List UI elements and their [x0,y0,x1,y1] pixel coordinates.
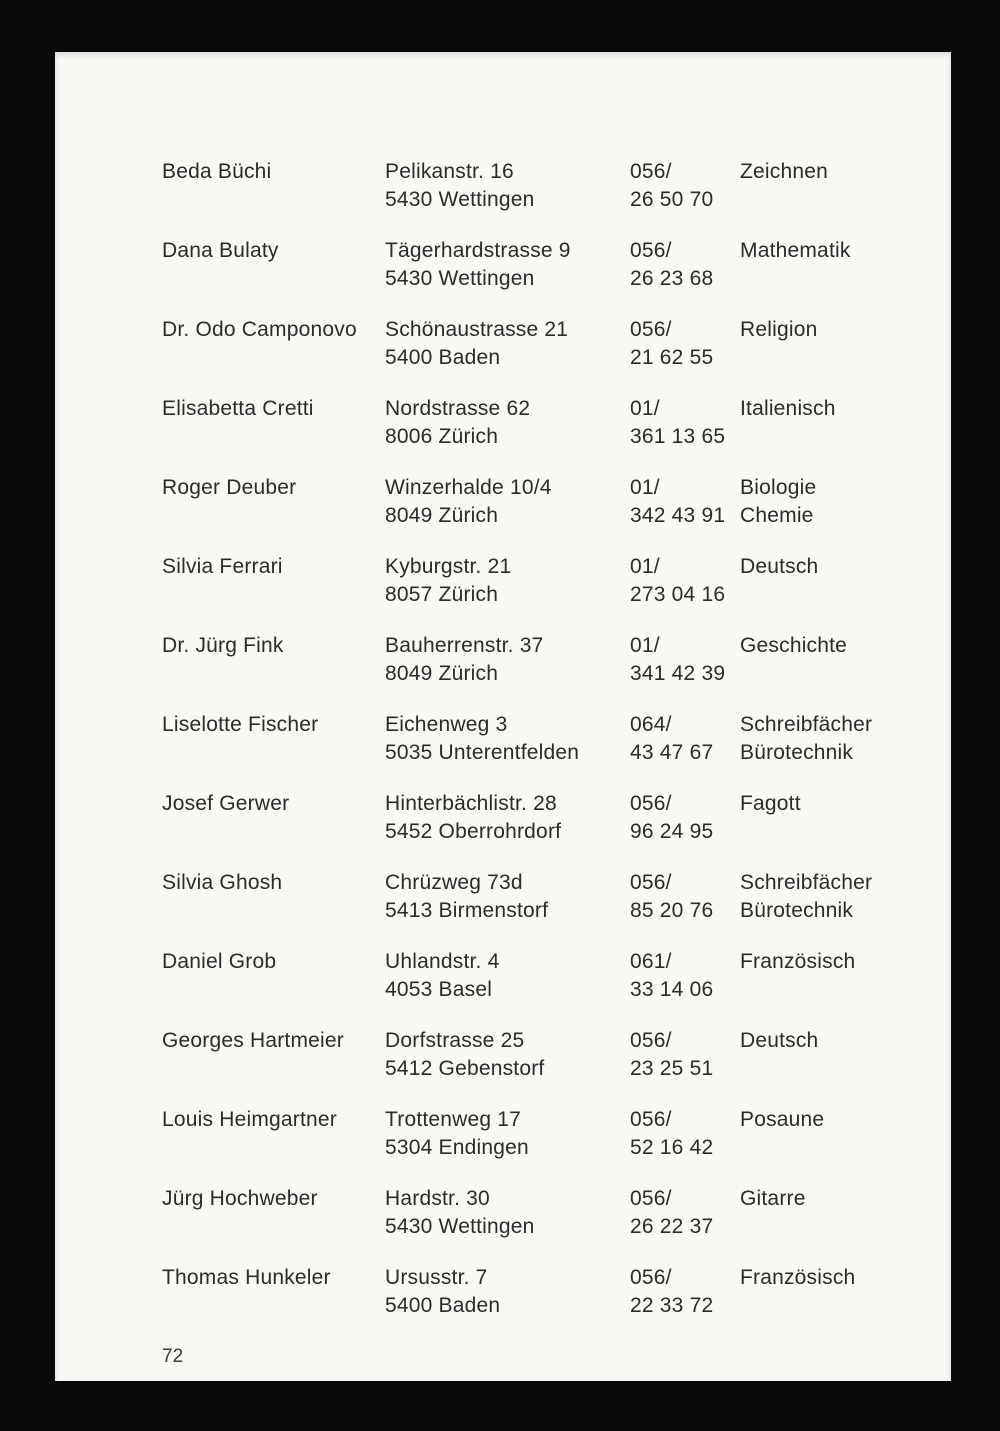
entry-phone-cell [630,1264,740,1320]
entry-subject: Geschichte [740,634,848,657]
entry-subject-cell [740,237,911,293]
entry-subject: Schreibfächer [740,713,873,736]
entry-name-cell [162,1027,385,1083]
entry-subject: Religion [740,318,818,341]
entry-phone-prefix: 056/ [630,318,672,341]
entry-address-cell [385,158,630,214]
directory-entry [162,395,911,451]
entry-address-cell [385,1264,630,1320]
entry-name: Silvia Ferrari [162,555,283,578]
entry-address-cell [385,632,630,688]
entry-subject: Italienisch [740,397,836,420]
entry-phone-prefix: 056/ [630,1108,672,1131]
entry-subject-cell [740,711,911,767]
entry-name-cell [162,158,385,214]
directory-entry [162,869,911,925]
entry-name: Thomas Hunkeler [162,1266,331,1289]
entry-address-cell [385,1027,630,1083]
entry-subject: Französisch [740,950,856,973]
entry-street: Pelikanstr. 16 [385,160,514,183]
entry-name-cell [162,553,385,609]
entry-subject-cell [740,948,911,1004]
entry-city: 5430 Wettingen [385,188,535,211]
entry-phone-cell [630,1106,740,1162]
entry-name: Dr. Jürg Fink [162,634,284,657]
entry-name-cell [162,790,385,846]
document-page [55,52,951,1381]
entry-phone-cell [630,711,740,767]
entry-subject-cell [740,632,911,688]
directory-entry [162,1027,911,1083]
entry-address-cell [385,237,630,293]
entry-phone-number: 96 24 95 [630,820,714,843]
directory-entry [162,1106,911,1162]
entry-phone-number: 273 04 16 [630,583,726,606]
entry-phone-cell [630,237,740,293]
entry-street: Schönaustrasse 21 [385,318,569,341]
entry-street: Eichenweg 3 [385,713,508,736]
directory-entry [162,1185,911,1241]
entry-subject: Gitarre [740,1187,806,1210]
entry-subject: Schreibfächer [740,871,873,894]
entry-subject-cell [740,1264,911,1320]
entry-subject-cell [740,1027,911,1083]
entry-subject-secondary: Bürotechnik [740,899,854,922]
directory-entry [162,632,911,688]
entry-name: Beda Büchi [162,160,272,183]
entry-subject-cell [740,316,911,372]
directory-entry [162,1264,911,1320]
entry-phone-cell [630,1027,740,1083]
entry-street: Tägerhardstrasse 9 [385,239,571,262]
entry-name: Dr. Odo Camponovo [162,318,357,341]
entry-subject: Biologie [740,476,817,499]
entry-address-cell [385,1185,630,1241]
entry-phone-prefix: 01/ [630,397,660,420]
entry-address-cell [385,948,630,1004]
entry-address-cell [385,553,630,609]
entry-name-cell [162,869,385,925]
entry-city: 5400 Baden [385,346,501,369]
entry-phone-cell [630,395,740,451]
entry-phone-number: 26 23 68 [630,267,714,290]
entry-phone-number: 26 22 37 [630,1215,714,1238]
entry-name: Louis Heimgartner [162,1108,337,1131]
entry-phone-number: 33 14 06 [630,978,714,1001]
entry-phone-cell [630,474,740,530]
entry-name-cell [162,1106,385,1162]
entry-address-cell [385,869,630,925]
entry-name: Roger Deuber [162,476,297,499]
entry-address-cell [385,474,630,530]
entry-name-cell [162,237,385,293]
entry-phone-prefix: 056/ [630,1029,672,1052]
entry-name-cell [162,395,385,451]
entry-city: 5412 Gebenstorf [385,1057,545,1080]
entry-street: Ursusstr. 7 [385,1266,488,1289]
entry-street: Bauherrenstr. 37 [385,634,544,657]
entry-phone-prefix: 01/ [630,476,660,499]
entry-phone-number: 361 13 65 [630,425,726,448]
entry-city: 8049 Zürich [385,504,499,527]
entry-subject: Fagott [740,792,801,815]
directory-entry [162,553,911,609]
entry-phone-prefix: 01/ [630,634,660,657]
entry-street: Hardstr. 30 [385,1187,490,1210]
entry-name-cell [162,948,385,1004]
entry-name: Jürg Hochweber [162,1187,318,1210]
entry-phone-prefix: 061/ [630,950,672,973]
entry-phone-cell [630,158,740,214]
entry-subject-secondary: Chemie [740,504,814,527]
entry-city: 8006 Zürich [385,425,499,448]
entry-subject: Deutsch [740,1029,819,1052]
directory-entry [162,790,911,846]
entry-street: Trottenweg 17 [385,1108,522,1131]
entry-phone-prefix: 056/ [630,1266,672,1289]
entry-name: Elisabetta Cretti [162,397,314,420]
entry-phone-number: 22 33 72 [630,1294,714,1317]
entry-subject: Posaune [740,1108,825,1131]
entry-phone-cell [630,1185,740,1241]
entry-name-cell [162,316,385,372]
entry-phone-number: 85 20 76 [630,899,714,922]
entry-street: Chrüzweg 73d [385,871,523,894]
entry-name-cell [162,1264,385,1320]
entry-name-cell [162,711,385,767]
entry-name: Liselotte Fischer [162,713,319,736]
entry-name: Silvia Ghosh [162,871,283,894]
entry-city: 8057 Zürich [385,583,499,606]
entry-phone-cell [630,632,740,688]
entry-address-cell [385,711,630,767]
entry-subject-cell [740,869,911,925]
entry-subject-secondary: Bürotechnik [740,741,854,764]
entry-subject-cell [740,1185,911,1241]
directory-entry [162,948,911,1004]
entry-subject-cell [740,158,911,214]
entry-subject: Zeichnen [740,160,828,183]
directory-entry [162,316,911,372]
entry-phone-number: 341 42 39 [630,662,726,685]
entry-phone-prefix: 056/ [630,160,672,183]
entry-name: Daniel Grob [162,950,277,973]
entry-city: 4053 Basel [385,978,493,1001]
entry-subject-cell [740,474,911,530]
directory-entry [162,711,911,767]
entry-phone-cell [630,316,740,372]
entry-city: 5452 Oberrohrdorf [385,820,562,843]
entry-city: 5430 Wettingen [385,1215,535,1238]
entry-phone-number: 43 47 67 [630,741,714,764]
entry-phone-prefix: 056/ [630,792,672,815]
entry-name-cell [162,474,385,530]
entry-phone-prefix: 01/ [630,555,660,578]
entry-name-cell [162,632,385,688]
entry-phone-number: 21 62 55 [630,346,714,369]
entry-city: 5035 Unterentfelden [385,741,580,764]
entry-street: Nordstrasse 62 [385,397,531,420]
entry-phone-cell [630,869,740,925]
entry-subject-cell [740,395,911,451]
entry-subject-cell [740,553,911,609]
entry-subject: Deutsch [740,555,819,578]
entry-phone-cell [630,790,740,846]
entry-street: Kyburgstr. 21 [385,555,512,578]
directory-entry [162,474,911,530]
entry-phone-prefix: 056/ [630,871,672,894]
entry-subject-cell [740,1106,911,1162]
entry-phone-number: 52 16 42 [630,1136,714,1159]
entry-name: Georges Hartmeier [162,1029,344,1052]
entry-phone-number: 26 50 70 [630,188,714,211]
entry-street: Dorfstrasse 25 [385,1029,525,1052]
entry-phone-number: 342 43 91 [630,504,726,527]
entry-street: Winzerhalde 10/4 [385,476,552,499]
entry-name: Josef Gerwer [162,792,290,815]
entry-address-cell [385,1106,630,1162]
entry-city: 5400 Baden [385,1294,501,1317]
entry-subject: Französisch [740,1266,856,1289]
directory-entry [162,237,911,293]
entry-subject-cell [740,790,911,846]
entry-city: 8049 Zürich [385,662,499,685]
page-number: 72 [162,1346,184,1367]
entry-name-cell [162,1185,385,1241]
entry-city: 5304 Endingen [385,1136,529,1159]
entry-street: Hinterbächlistr. 28 [385,792,557,815]
entry-phone-cell [630,948,740,1004]
entry-city: 5413 Birmenstorf [385,899,549,922]
entry-city: 5430 Wettingen [385,267,535,290]
entry-street: Uhlandstr. 4 [385,950,500,973]
entry-address-cell [385,316,630,372]
entry-phone-number: 23 25 51 [630,1057,714,1080]
directory-list [55,52,951,1320]
entry-phone-prefix: 056/ [630,239,672,262]
entry-phone-cell [630,553,740,609]
entry-address-cell [385,395,630,451]
entry-address-cell [385,790,630,846]
entry-phone-prefix: 064/ [630,713,672,736]
entry-subject: Mathematik [740,239,851,262]
directory-entry [162,158,911,214]
entry-phone-prefix: 056/ [630,1187,672,1210]
entry-name: Dana Bulaty [162,239,279,262]
